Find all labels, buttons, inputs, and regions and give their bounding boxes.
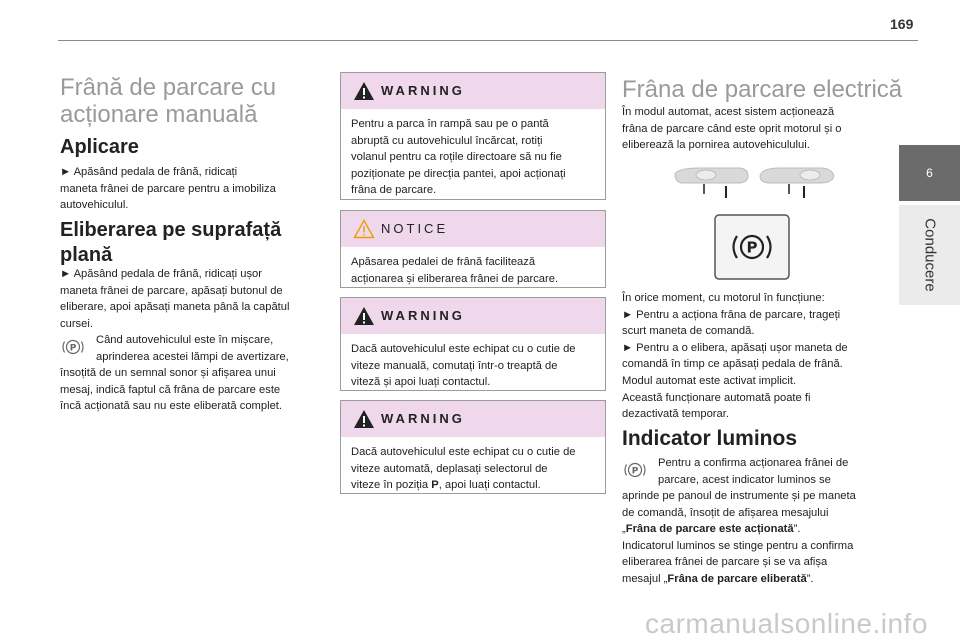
text-line: mesaj, indică faptul că frâna de parcare este — [60, 383, 281, 396]
text-line: volanul pentru ca roțile directoare să nu fie — [351, 151, 562, 164]
warning-box-manual-gearbox — [340, 297, 606, 391]
watermark: carmanualsonline.info — [645, 608, 928, 639]
warning-light-text-indent — [96, 332, 316, 365]
text-line: Modul automat este activat implicit. — [622, 374, 797, 387]
warning-box-text — [341, 109, 605, 207]
warning-triangle-icon — [353, 81, 375, 101]
text-line: maneta frânei de parcare pentru a imobiliza — [60, 182, 276, 195]
svg-text:P: P — [69, 343, 77, 354]
text-line: Această funcționare automată poate fi — [622, 391, 811, 404]
text-line — [351, 477, 595, 494]
box-title: WARNING — [381, 308, 465, 323]
text-line: Pentru a parca în rampă sau pe o pantă — [351, 118, 549, 130]
text-line: abruptă cu autovehiculul încărcat, rotiți — [351, 134, 543, 147]
text-run: ”. — [806, 572, 814, 585]
text-line: Dacă autovehiculul este echipat cu o cutie de — [351, 343, 576, 355]
message-applied: Frâna de parcare este acționată — [625, 523, 794, 536]
parking-brake-indicator-icon — [623, 461, 647, 479]
text-line: parcare, acest indicator luminos se — [658, 473, 831, 486]
paragraph-eliberare — [60, 266, 310, 332]
warning-box-header — [341, 401, 605, 437]
text-line: Apăsarea pedalei de frână facilitează — [351, 256, 536, 268]
text-line: Indicatorul luminos se stinge pentru a confirma — [622, 539, 854, 552]
heading-line: plană — [60, 244, 113, 266]
parking-brake-warning-icon — [61, 338, 85, 356]
text-run: ”. — [793, 523, 801, 536]
box-title: WARNING — [381, 83, 465, 98]
heading-aplicare: Aplicare — [60, 136, 139, 158]
warning-box-slope — [340, 72, 606, 200]
text-line: Pentru a confirma acționarea frânei de — [658, 457, 849, 469]
text-line: frâna de parcare. — [351, 184, 437, 197]
title-line-2: acționare manuală — [60, 101, 258, 128]
svg-text:P: P — [746, 238, 758, 257]
notice-box-header — [341, 211, 605, 247]
notice-triangle-icon — [353, 219, 375, 239]
electric-parking-brake-button-icon — [714, 214, 790, 280]
text-line: cursei. — [60, 317, 93, 330]
text-run: mesajul „ — [622, 572, 668, 585]
paragraph-operation — [622, 290, 882, 423]
chapter-tab-text: Conducere — [921, 218, 938, 292]
heading-indicator: Indicator luminos — [622, 427, 798, 450]
text-line: ► Apăsând pedala de frână, ridicați ușor — [60, 268, 263, 280]
notice-box-pedal — [340, 210, 606, 288]
text-line: maneta frânei de parcare, apăsați butonul de — [60, 284, 283, 297]
text-run: , apoi luați contactul. — [438, 479, 541, 492]
paragraph-intro — [622, 104, 882, 154]
text-line: Când autovehiculul este în mișcare, — [96, 334, 274, 346]
title-line-1: Frână de parcare cu — [60, 74, 277, 101]
text-line: acționarea și eliberarea frânei de parcare. — [351, 272, 559, 285]
text-line: aprinderea acestei lămpi de avertizare, — [96, 350, 289, 363]
text-line: viteză și apoi luați contactul. — [351, 376, 491, 389]
text-line: autovehiculul. — [60, 199, 129, 212]
section-title-electric: Frâna de parcare electrică — [622, 76, 903, 103]
text-line: încă acționată sau nu este eliberată complet. — [60, 400, 283, 413]
notice-box-text — [341, 247, 605, 295]
text-line: însoțită de un semnal sonor și afișarea unui — [60, 367, 276, 379]
warning-box-text — [341, 334, 605, 399]
warning-box-header — [341, 298, 605, 334]
indicator-text — [622, 488, 884, 588]
heading-eliberare — [60, 218, 281, 268]
svg-text:P: P — [631, 466, 639, 477]
page-number: 169 — [890, 16, 914, 32]
text-line: comandă în timp ce apăsați pedala de frână. — [622, 358, 843, 371]
heading-line: Eliberarea pe suprafață — [60, 219, 282, 241]
warning-triangle-icon — [353, 306, 375, 326]
chapter-tab-label[interactable] — [899, 205, 960, 305]
text-line: scurt maneta de comandă. — [622, 325, 755, 338]
text-line: dezactivată temporar. — [622, 408, 729, 421]
section-title-manual — [60, 74, 310, 128]
text-run: „ — [622, 523, 626, 536]
indicator-text-indent — [658, 455, 888, 488]
warning-light-text — [60, 365, 310, 415]
text-line: ► Pentru a acționa frâna de parcare, trageți — [622, 308, 841, 321]
text-line — [622, 571, 884, 588]
text-line: eliberare, apoi apăsați maneta până la capătul — [60, 301, 290, 314]
gear-position-label: P — [431, 479, 439, 492]
header-rule — [58, 40, 918, 41]
text-line: În orice moment, cu motorul în funcțiune: — [622, 292, 825, 304]
paragraph-aplicare — [60, 164, 310, 214]
text-line: eliberarea frânei de parcare și se va afișa — [622, 556, 828, 569]
box-title: WARNING — [381, 411, 465, 426]
text-line: aprinde pe panoul de instrumente și pe maneta — [622, 490, 856, 502]
text-run: viteze în poziția — [351, 479, 432, 492]
text-line: poziționate pe direcția pantei, apoi acționați — [351, 167, 566, 180]
warning-box-auto-gearbox — [340, 400, 606, 494]
text-line: Dacă autovehiculul este echipat cu o cutie de — [351, 446, 576, 458]
text-line: ► Apăsând pedala de frână, ridicați — [60, 166, 238, 178]
text-line: viteze manuală, comutați într-o treaptă de — [351, 359, 558, 372]
chapter-tab-number[interactable]: 6 — [899, 145, 960, 201]
text-line: eliberează la pornirea autovehiculului. — [622, 139, 810, 152]
text-line: de comandă, însoțit de afișarea mesajului — [622, 506, 829, 519]
text-line: ► Pentru a o elibera, apăsați ușor maneta de — [622, 341, 848, 354]
steering-wheel-illustration — [670, 164, 840, 200]
warning-box-header — [341, 73, 605, 109]
text-line: frâna de parcare când este oprit motorul și o — [622, 122, 842, 135]
warning-triangle-icon — [353, 409, 375, 429]
box-title: NOTICE — [381, 221, 449, 236]
text-line — [622, 521, 884, 538]
text-line: În modul automat, acest sistem acționează — [622, 106, 835, 118]
text-line: viteze automată, deplasați selectorul de — [351, 462, 548, 475]
message-released: Frâna de parcare eliberată — [667, 572, 807, 585]
warning-box-text — [341, 437, 605, 502]
